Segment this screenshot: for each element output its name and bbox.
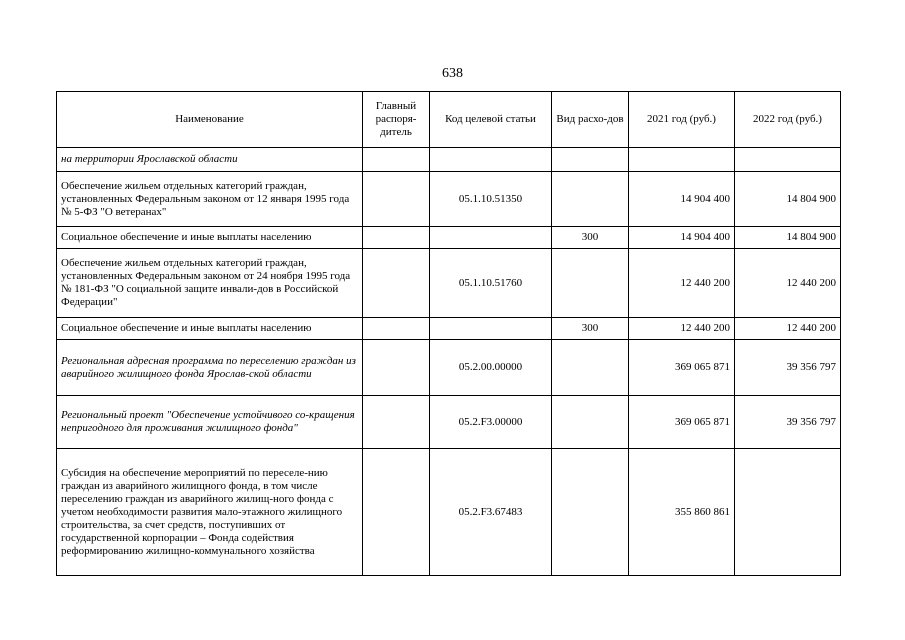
- cell-2022: 39 356 797: [735, 396, 841, 449]
- cell-code: [430, 318, 552, 340]
- cell-2022: 14 804 900: [735, 227, 841, 249]
- header-type: Вид расхо-дов: [552, 92, 629, 148]
- cell-manager: [363, 172, 430, 227]
- cell-manager: [363, 148, 430, 172]
- header-row: [57, 92, 841, 148]
- cell-type: 300: [552, 318, 629, 340]
- cell-manager: [363, 396, 430, 449]
- cell-type: [552, 396, 629, 449]
- cell-name: на территории Ярославской области: [57, 148, 363, 172]
- cell-2022: 12 440 200: [735, 249, 841, 318]
- cell-name: Обеспечение жильем отдельных категорий граждан, установленных Федеральным законом от 12 января 1995 года № 5-ФЗ "О ветеранах": [57, 172, 363, 227]
- cell-type: [552, 449, 629, 576]
- cell-code: 05.1.10.51350: [430, 172, 552, 227]
- cell-2021: 355 860 861: [629, 449, 735, 576]
- header-name: Наименование: [57, 92, 363, 148]
- cell-2022: [735, 148, 841, 172]
- cell-code: 05.2.F3.67483: [430, 449, 552, 576]
- cell-2021: 14 904 400: [629, 172, 735, 227]
- cell-2022: 39 356 797: [735, 340, 841, 396]
- cell-type: [552, 172, 629, 227]
- table-row: [57, 318, 841, 340]
- table-row: [57, 172, 841, 227]
- table-row: [57, 227, 841, 249]
- cell-type: [552, 249, 629, 318]
- cell-2021: 369 065 871: [629, 340, 735, 396]
- cell-name: Социальное обеспечение и иные выплаты населению: [57, 227, 363, 249]
- cell-2022: [735, 449, 841, 576]
- header-2021: 2021 год (руб.): [629, 92, 735, 148]
- cell-code: 05.2.00.00000: [430, 340, 552, 396]
- cell-2021: 14 904 400: [629, 227, 735, 249]
- cell-type: [552, 148, 629, 172]
- cell-2022: 14 804 900: [735, 172, 841, 227]
- cell-2021: 12 440 200: [629, 249, 735, 318]
- cell-name: Социальное обеспечение и иные выплаты населению: [57, 318, 363, 340]
- header-manager: Главный распоря-дитель: [363, 92, 430, 148]
- cell-2021: 369 065 871: [629, 396, 735, 449]
- cell-2021: 12 440 200: [629, 318, 735, 340]
- header-code: Код целевой статьи: [430, 92, 552, 148]
- cell-code: 05.2.F3.00000: [430, 396, 552, 449]
- cell-manager: [363, 340, 430, 396]
- cell-manager: [363, 318, 430, 340]
- cell-type: 300: [552, 227, 629, 249]
- budget-table: [56, 91, 841, 576]
- cell-name: Региональная адресная программа по переселению граждан из аварийного жилищного фонда Ярослав-ской области: [57, 340, 363, 396]
- cell-code: 05.1.10.51760: [430, 249, 552, 318]
- cell-name: Субсидия на обеспечение мероприятий по переселе-нию граждан из аварийного жилищного фонда, в том числе переселению граждан из аварийного жилищ-ного фонда с учетом необходимости развития мало-этажного жилищного строительства, за счет средств, поступивших от государственной корпорации – Фонда содействия реформированию жилищно-коммунального хозяйства: [57, 449, 363, 576]
- cell-name: Региональный проект "Обеспечение устойчивого со-кращения непригодного для проживания жилищного фонда": [57, 396, 363, 449]
- table-row: [57, 449, 841, 576]
- header-2022: 2022 год (руб.): [735, 92, 841, 148]
- cell-type: [552, 340, 629, 396]
- cell-manager: [363, 227, 430, 249]
- table-row: [57, 396, 841, 449]
- cell-code: [430, 227, 552, 249]
- table-row: [57, 148, 841, 172]
- cell-manager: [363, 249, 430, 318]
- cell-2022: 12 440 200: [735, 318, 841, 340]
- page-number: 638: [442, 66, 463, 81]
- cell-name: Обеспечение жильем отдельных категорий граждан, установленных Федеральным законом от 24 ноября 1995 года № 181-ФЗ "О социальной защите инвали-дов в Российской Федерации": [57, 249, 363, 318]
- table-row: [57, 340, 841, 396]
- cell-code: [430, 148, 552, 172]
- cell-manager: [363, 449, 430, 576]
- table-row: [57, 249, 841, 318]
- cell-2021: [629, 148, 735, 172]
